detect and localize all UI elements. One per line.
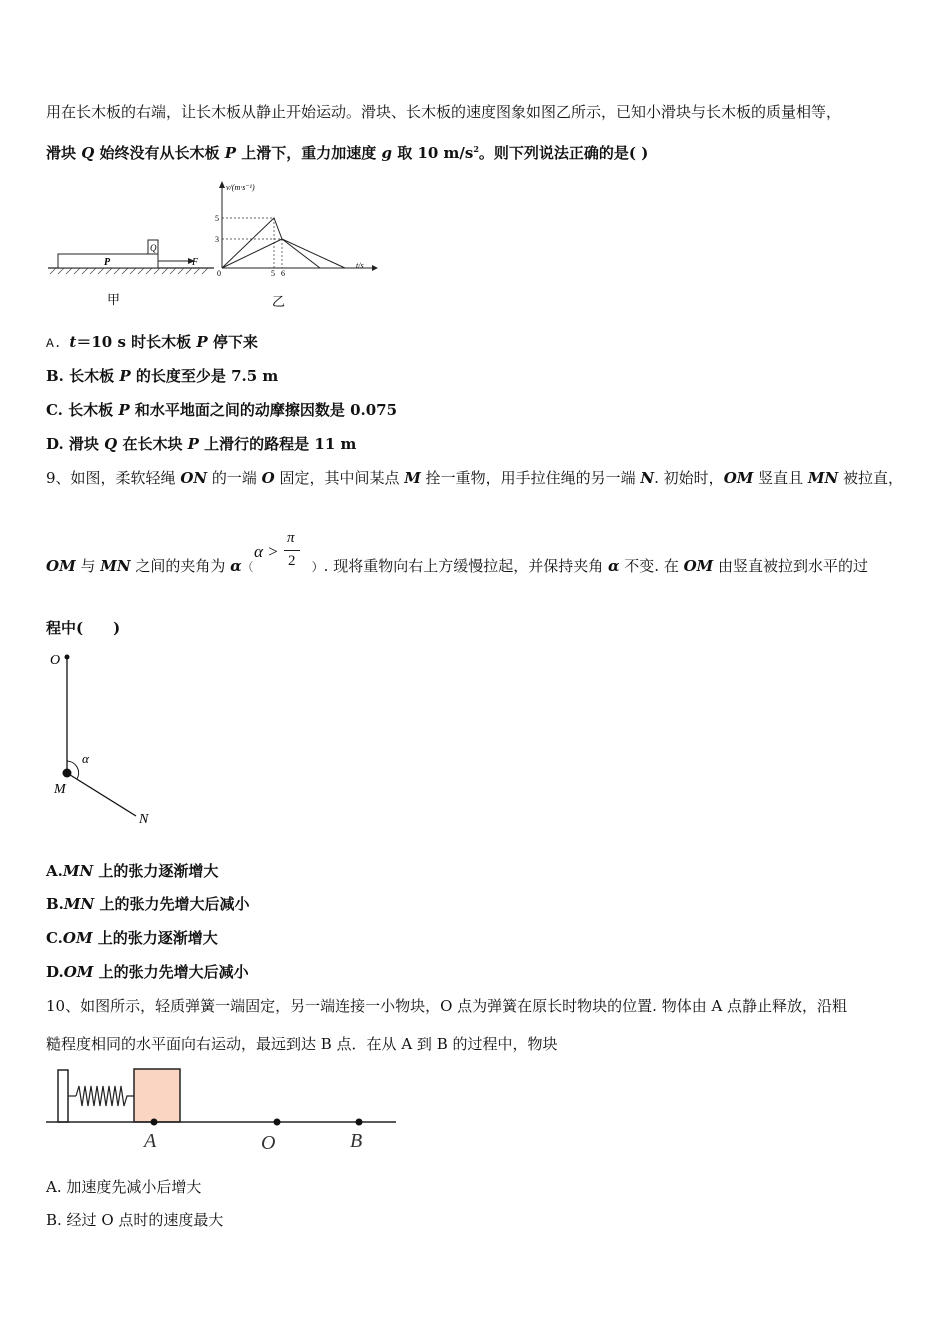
spring [76,1086,134,1106]
point-a [151,1119,158,1126]
tick-x5: 5 [271,269,275,278]
q8-option-c[interactable]: C. 长木板 P 和水平地面之间的动摩擦因数是 0.075 [46,401,398,419]
label-o: O [50,653,61,668]
label-o: O [261,1132,276,1154]
tick-y3: 3 [215,235,219,244]
q10-option-a[interactable]: A. 加速度先减小后增大 [46,1178,202,1196]
q8-option-b[interactable]: B. 长木板 P 的长度至少是 7.5 m [46,367,279,385]
q9-option-b[interactable]: B.MN 上的张力先增大后减小 [46,895,250,913]
force-f-label: F [192,257,199,268]
tick-y5: 5 [215,214,219,223]
q8-figure-yi [210,178,380,313]
q9-angle-condition: α > π 2 [254,530,314,578]
q8-figure-jia [46,230,216,310]
q10-stem-line1: 10、如图所示，轻质弹簧一端固定，另一端连接一小物块，O 点为弹簧在原长时物块的位置. 物体由 A 点静止释放，沿粗 [46,997,848,1015]
fig-jia-label: 甲 [107,292,121,307]
board-velocity-line [222,218,345,268]
x-axis-label: t/s [356,261,364,270]
label-alpha: α [82,751,89,766]
label-a: A [144,1130,157,1152]
slider-q-label: Q [150,243,157,253]
q9-figure [44,645,164,830]
label-m: M [54,782,66,797]
label-b: B [350,1130,363,1152]
q9-option-a[interactable]: A.MN 上的张力逐渐增大 [46,862,219,880]
q8-option-d[interactable]: D. 滑块 Q 在长木块 P 上滑行的路程是 11 m [46,435,357,453]
q9-stem-line2: OM 与 MN 之间的夹角为 α（ ）. 现将重物向右上方缓慢拉起，并保持夹角 α 不变. 在 OM 由竖直被拉到水平的过 [46,557,869,575]
q8-stem-line2: 滑块 Q 始终没有从长木板 P 上滑下，重力加速度 g 取 10 $m/s^2$。则下列说法正确的是( ) [46,144,649,162]
q10-figure [44,1062,404,1157]
rope-mn [67,773,136,816]
tick-x6: 6 [281,269,285,278]
board-p-label: P [104,257,111,268]
q9-stem-line1: 9、如图，柔软轻绳 ON 的一端 O 固定，其中间某点 M 拴一重物，用手拉住绳的另一端 N. 初始时，OM 竖直且 MN 被拉直， [46,469,904,487]
point-b [356,1119,363,1126]
label-n: N [139,812,149,827]
fig-yi-label: 乙 [272,294,286,309]
q8-option-a[interactable]: A. t＝10 s 时长木板 P 停下来 [46,333,258,351]
q10-stem-line2: 糙程度相同的水平面向右运动，最远到达 B 点．在从 A 到 B 的过程中，物块 [46,1035,558,1053]
q9-option-d[interactable]: D.OM 上的张力先增大后减小 [46,963,249,981]
q10-option-b[interactable]: B. 经过 O 点时的速度最大 [46,1211,224,1229]
wall [58,1070,68,1122]
origin-label: 0 [217,269,221,278]
point-o [274,1119,281,1126]
q9-option-c[interactable]: C.OM 上的张力逐渐增大 [46,929,218,947]
point-m [63,769,72,778]
q8-stem-line1: 用在长木板的右端，让长木板从静止开始运动。滑块、长木板的速度图象如图乙所示，已知小滑块与长木板的质量相等， [46,103,842,121]
y-axis-label: v/(m·s⁻¹) [226,183,255,192]
block [134,1069,180,1122]
q9-stem-line3: 程中( ) [46,619,121,637]
